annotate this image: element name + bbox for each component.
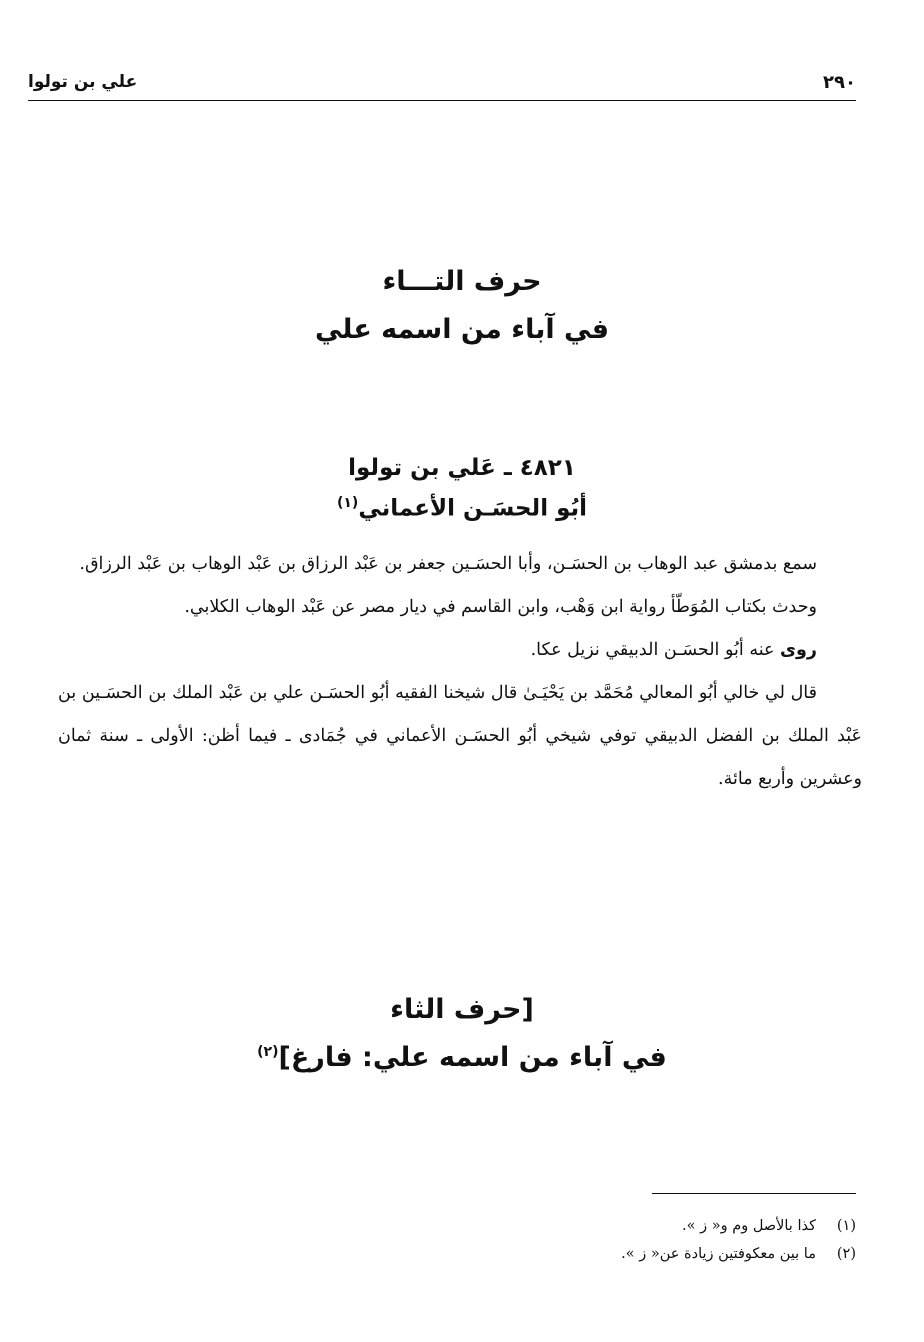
section-title-tha: [حرف الثاء xyxy=(390,994,534,1025)
footnote-2 xyxy=(256,1240,856,1268)
footnote-marker-2: (٢) xyxy=(257,1044,279,1060)
paragraph-3: روى عنه أبُو الحسَـن الدبيقي نزيل عكا. xyxy=(530,640,817,660)
footnote-number: (١) xyxy=(836,1218,856,1234)
entry-heading: ٤٨٢١ ـ عَلي بن تولوا xyxy=(348,455,576,481)
page-number: ٢٩٠ xyxy=(823,72,856,93)
paragraph-1: سمع بدمشق عبد الوهاب بن الحسَـن، وأبا الحسَـين جعفر بن عَبْد الرزاق بن عَبْد الوهاب بن عَبْد الرزاق. xyxy=(79,554,817,574)
footnote-1 xyxy=(256,1212,856,1240)
footnote-number: (٢) xyxy=(836,1246,856,1262)
narrated-lead-word: روى xyxy=(780,640,817,660)
footnotes xyxy=(256,1212,856,1268)
footnote-marker-1: (١) xyxy=(336,495,359,511)
entry-body xyxy=(58,543,862,801)
subtitle-tha-text: في آباء من اسمه علي: فارغ] xyxy=(278,1042,667,1073)
running-header xyxy=(28,64,856,101)
section-subtitle-ta: في آباء من اسمه علي xyxy=(314,314,609,345)
section-title-ta: حرف التـــاء xyxy=(382,266,542,297)
paragraph-2: وحدث بكتاب المُوَطّأ رواية ابن وَهْب، وابن القاسم في ديار مصر عن عَبْد الوهاب الكلابي. xyxy=(184,597,817,617)
running-title: علي بن تولوا xyxy=(28,72,138,92)
footnote-separator xyxy=(652,1193,856,1194)
section-subtitle-tha xyxy=(0,1042,924,1073)
paragraph-4: قال لي خالي أبُو المعالي مُحَمَّد بن يَحْيَـىٰ قال شيخنا الفقيه أبُو الحسَـن علي بن عَبْد الملك بن الحسَـين بن عَبْد الملك بن الفضل الدبيقي توفي شيخي أبُو الحسَـن الأعماني في جُمَادى ـ فيما أظن: الأولى ـ سنة ثمان وعشرين وأربع مائة. xyxy=(58,683,862,789)
footnote-text: ما بين معكوفتين زيادة عن« ز ». xyxy=(621,1246,816,1262)
footnote-text: كذا بالأصل وم و« ز ». xyxy=(682,1218,816,1234)
entry-kunya xyxy=(0,495,924,522)
kunya-text: أبُو الحسَـن الأعماني xyxy=(358,495,588,522)
